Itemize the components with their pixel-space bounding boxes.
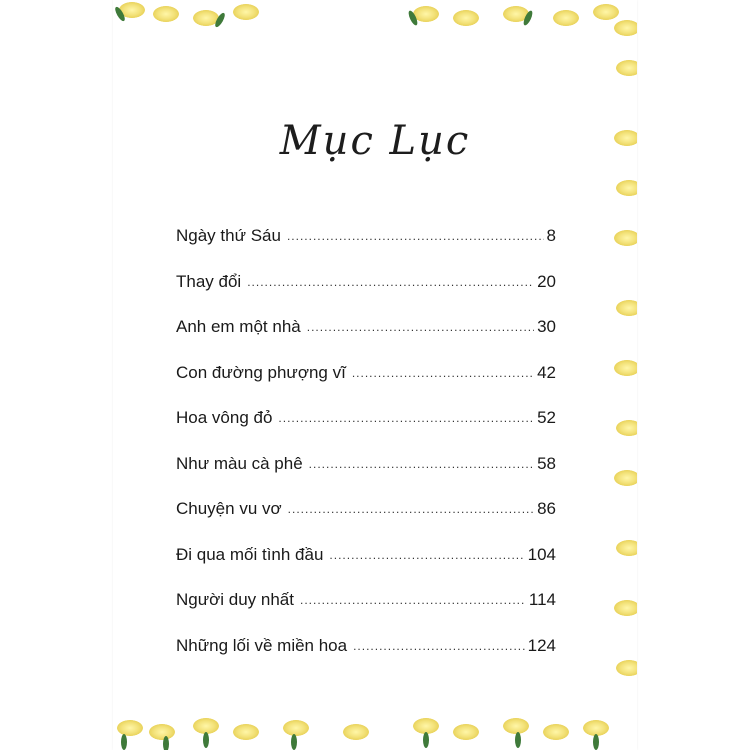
toc-entry-title: Ngày thứ Sáu	[176, 226, 281, 245]
toc-entry-page-number: 42	[537, 362, 556, 382]
flower-icon	[614, 360, 637, 382]
toc-dot-leader	[288, 502, 534, 516]
toc-entry-page-number: 86	[537, 499, 556, 518]
table-of-contents	[176, 226, 556, 681]
floral-border-right	[612, 0, 637, 750]
page-title: Mục Lục	[279, 118, 471, 164]
flower-icon	[543, 724, 569, 746]
toc-dot-leader	[353, 639, 525, 653]
toc-entry-page-number: 20	[537, 271, 556, 291]
flower-icon	[583, 720, 609, 742]
flower-icon	[193, 10, 219, 32]
flower-icon	[193, 718, 219, 740]
flower-icon	[149, 724, 175, 746]
toc-dot-leader	[352, 366, 534, 380]
flower-icon	[119, 2, 145, 24]
toc-entry-page-number: 114	[528, 590, 556, 609]
toc-entry	[176, 545, 556, 591]
toc-dot-leader	[307, 320, 534, 334]
flower-icon	[616, 660, 637, 682]
toc-entry	[176, 499, 556, 545]
toc-dot-leader	[300, 593, 526, 607]
floral-border-top	[113, 0, 637, 34]
toc-dot-leader	[247, 275, 534, 289]
flower-icon	[503, 6, 529, 28]
toc-dot-leader	[278, 411, 534, 425]
toc-dot-leader	[329, 548, 524, 562]
toc-entry-title: Đi qua mối tình đầu	[176, 544, 324, 564]
flower-icon	[614, 470, 637, 492]
toc-entry-page-number: 58	[537, 453, 556, 473]
flower-icon	[283, 720, 309, 742]
flower-icon	[153, 6, 179, 28]
toc-dot-leader	[287, 229, 544, 243]
flower-icon	[616, 300, 637, 322]
flower-icon	[614, 600, 637, 622]
toc-entry	[176, 454, 556, 500]
flower-icon	[233, 4, 259, 26]
toc-entry	[176, 408, 556, 454]
toc-entry-title: Hoa vông đỏ	[176, 408, 273, 427]
toc-entry-title: Anh em một nhà	[176, 317, 301, 336]
toc-entry-page-number: 104	[527, 544, 556, 564]
flower-icon	[413, 718, 439, 740]
toc-entry-page-number: 8	[546, 226, 556, 245]
toc-entry-page-number: 52	[537, 408, 556, 427]
toc-entry	[176, 363, 556, 409]
flower-icon	[553, 10, 579, 32]
toc-entry-title: Thay đổi	[176, 271, 242, 291]
toc-entry-page-number: 124	[527, 635, 556, 655]
flower-icon	[616, 60, 637, 82]
toc-entry-title: Người duy nhất	[176, 590, 294, 609]
toc-entry-title: Như màu cà phê	[176, 453, 303, 473]
toc-dot-leader	[309, 457, 534, 471]
toc-entry	[176, 636, 556, 682]
flower-icon	[614, 230, 637, 252]
flower-icon	[453, 724, 479, 746]
toc-entry	[176, 590, 556, 636]
toc-entry-title: Chuyện vu vơ	[176, 499, 282, 518]
flower-icon	[413, 6, 439, 28]
toc-entry-title: Những lối về miền hoa	[176, 635, 348, 655]
flower-icon	[453, 10, 479, 32]
toc-entry	[176, 272, 556, 318]
flower-icon	[343, 724, 369, 746]
toc-entry-title: Con đường phượng vĩ	[176, 362, 346, 382]
toc-entry	[176, 226, 556, 272]
floral-border-bottom	[113, 706, 637, 750]
flower-icon	[616, 180, 637, 202]
flower-icon	[616, 420, 637, 442]
flower-icon	[117, 720, 143, 742]
toc-entry-page-number: 30	[537, 317, 556, 336]
flower-icon	[616, 540, 637, 562]
flower-icon	[233, 724, 259, 746]
toc-entry	[176, 317, 556, 363]
flower-icon	[614, 20, 637, 42]
flower-icon	[503, 718, 529, 740]
